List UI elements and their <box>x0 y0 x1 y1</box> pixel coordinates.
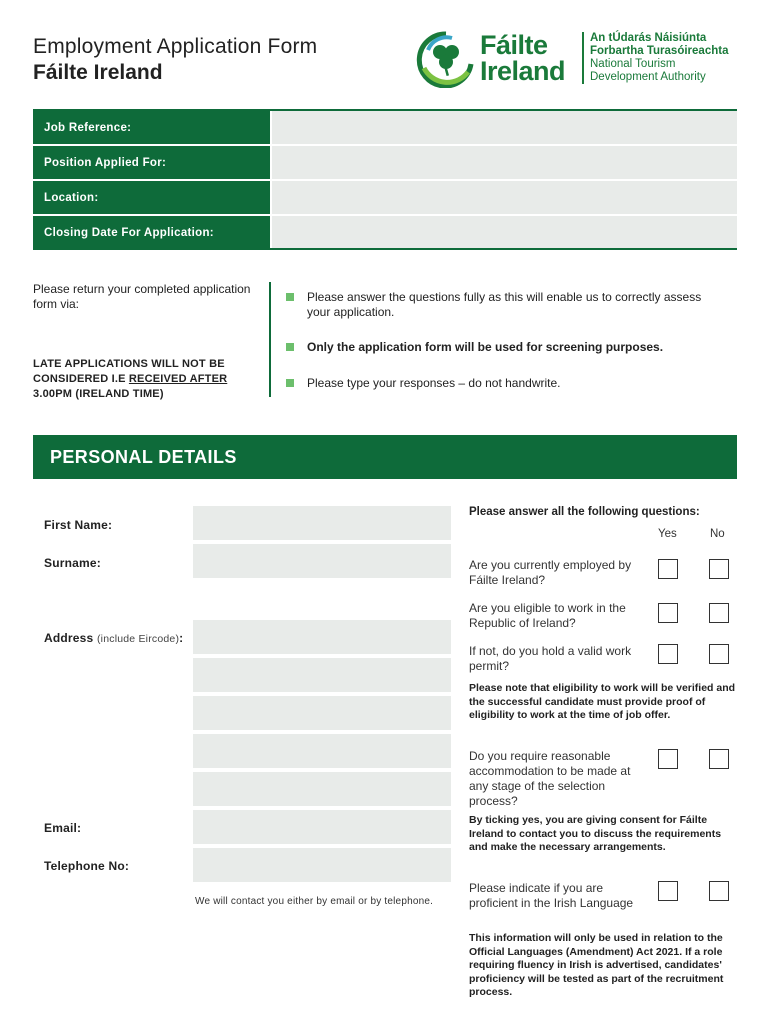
bullet-square-icon <box>286 379 294 387</box>
eligible-no-checkbox[interactable] <box>709 603 729 623</box>
questions-heading: Please answer all the following questions: <box>469 506 700 518</box>
surname-field[interactable] <box>193 544 451 578</box>
late-applications-notice <box>33 357 253 402</box>
location-row <box>33 181 737 214</box>
permit-no-checkbox[interactable] <box>709 644 729 664</box>
consent-note: By ticking yes, you are giving consent for Fáilte Ireland to contact you to discuss the requirements and make the necessary arrangements. <box>469 814 722 853</box>
job-reference-row <box>33 111 737 144</box>
first-name-field[interactable] <box>193 506 451 540</box>
address-label-text: Address <box>44 631 94 645</box>
question-accommodation: Do you require reasonable accommodation to be made at any stage of the selection process? <box>469 749 631 808</box>
accommodation-yes-checkbox[interactable] <box>658 749 678 769</box>
bullet-square-icon <box>286 293 294 301</box>
question-eligible: Are you eligible to work in the Republic of Ireland? <box>469 601 626 630</box>
telephone-field[interactable] <box>193 848 451 882</box>
form-title-line2: Fáilte Ireland <box>33 61 163 84</box>
instructions-divider <box>269 282 271 397</box>
question-employed: Are you currently employed by Fáilte Ireland? <box>469 558 632 587</box>
address-hint: (include Eircode) <box>96 633 180 645</box>
surname-label: Surname: <box>44 556 101 570</box>
closing-date-label: Closing Date For Application: <box>33 216 270 249</box>
address-field-line5[interactable] <box>193 772 451 806</box>
logo-irish-line1: An tÚdarás Náisiúnta <box>590 32 707 44</box>
first-name-label: First Name: <box>44 518 113 532</box>
address-field-line1[interactable] <box>193 620 451 654</box>
employed-no-checkbox[interactable] <box>709 559 729 579</box>
email-field[interactable] <box>193 810 451 844</box>
yes-column-label: Yes <box>658 528 677 540</box>
permit-yes-checkbox[interactable] <box>658 644 678 664</box>
logo-irish-line2: Forbartha Turasóireachta <box>590 45 729 57</box>
address-field-line2[interactable] <box>193 658 451 692</box>
shamrock-icon <box>416 30 476 88</box>
logo-wordmark <box>480 32 565 84</box>
bullet-square-icon <box>286 343 294 351</box>
position-field[interactable] <box>272 146 737 179</box>
position-row <box>33 146 737 179</box>
question-work-permit: If not, do you hold a valid work permit? <box>469 644 632 673</box>
closing-date-row <box>33 216 737 249</box>
contact-note: We will contact you either by email or by telephone. <box>195 896 434 907</box>
table-divider <box>33 248 737 250</box>
closing-date-field[interactable] <box>272 216 737 249</box>
logo-word-line1: Fáilte <box>480 30 548 60</box>
late-text-part1: LATE APPLICATIONS WILL NOT BE CONSIDERED I.E <box>33 358 225 385</box>
irish-no-checkbox[interactable] <box>709 881 729 901</box>
bullet-text: Please type your responses – do not handwrite. <box>307 376 561 390</box>
question-irish-language: Please indicate if you are proficient in the Irish Language <box>469 881 634 910</box>
eligible-yes-checkbox[interactable] <box>658 603 678 623</box>
bullet-text: Please answer the questions fully as this will enable us to correctly assess your application. <box>307 290 702 319</box>
employed-yes-checkbox[interactable] <box>658 559 678 579</box>
address-label: Address (include Eircode): <box>44 631 184 645</box>
logo-word-line2: Ireland <box>480 56 566 86</box>
position-label: Position Applied For: <box>33 146 270 179</box>
accommodation-no-checkbox[interactable] <box>709 749 729 769</box>
section-title: PERSONAL DETAILS <box>50 447 237 467</box>
address-field-line3[interactable] <box>193 696 451 730</box>
personal-details-header <box>33 435 737 479</box>
telephone-label: Telephone No: <box>44 859 130 873</box>
logo-divider <box>582 32 584 84</box>
late-text-underlined: RECEIVED AFTER <box>128 373 228 385</box>
form-title-line1: Employment Application Form <box>33 35 318 58</box>
failte-ireland-logo <box>416 30 746 88</box>
email-label: Email: <box>44 821 82 835</box>
job-reference-field[interactable] <box>272 111 737 144</box>
bullet-text: Only the application form will be used for screening purposes. <box>307 340 664 354</box>
logo-tagline <box>590 32 728 84</box>
address-field-line4[interactable] <box>193 734 451 768</box>
return-instructions: Please return your completed application form via: <box>33 282 251 311</box>
location-field[interactable] <box>272 181 737 214</box>
logo-english-line2: Development Authority <box>590 71 706 83</box>
late-text-part2: 3.00PM (IRELAND TIME) <box>33 388 164 400</box>
languages-act-note: This information will only be used in relation to the Official Languages (Amendment) Act 2021. If a role requiring fluency in Irish is advertised, candidates' proficiency will be tested as part of the recruitment process. <box>469 932 724 998</box>
eligibility-note: Please note that eligibility to work will be verified and the successful candidate must provide proof of eligibility to work at the time of job offer. <box>469 682 736 721</box>
logo-english-line1: National Tourism <box>590 58 676 70</box>
location-label: Location: <box>33 181 270 214</box>
irish-yes-checkbox[interactable] <box>658 881 678 901</box>
no-column-label: No <box>710 528 725 540</box>
job-reference-label: Job Reference: <box>33 111 270 144</box>
form-title <box>33 34 317 86</box>
